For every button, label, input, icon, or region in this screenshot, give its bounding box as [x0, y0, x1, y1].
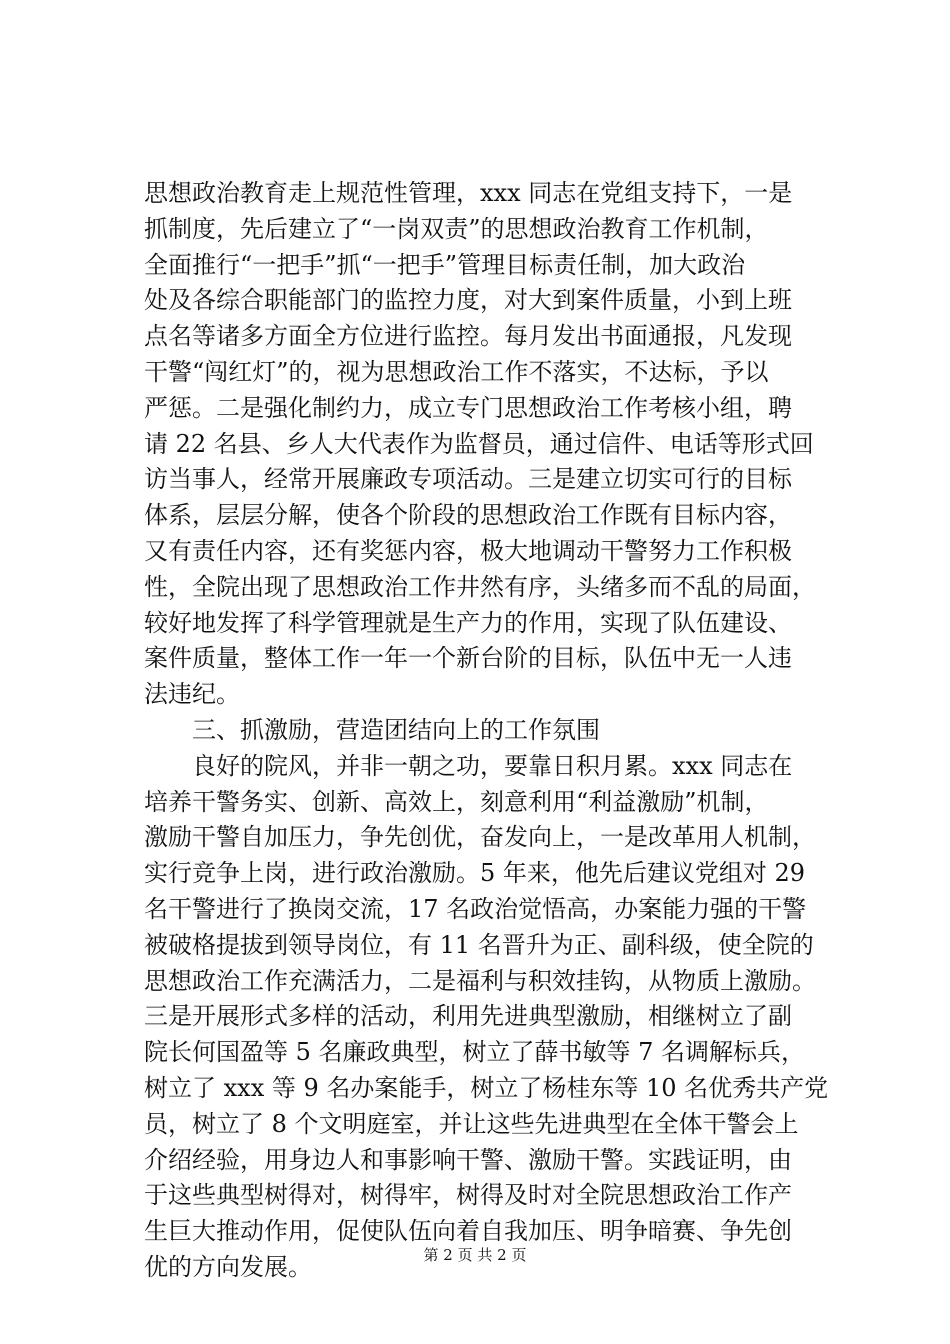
text-line: 实行竞争上岗，进行政治激励。5 年来，他先后建议党组对 29 — [144, 859, 806, 888]
text-line: 树立了 xxx 等 9 名办案能手，树立了杨桂东等 10 名优秀共产党 — [144, 1073, 829, 1102]
text-line: 优的方向发展。 — [144, 1252, 312, 1281]
text-line: 干警“闯红灯”的，视为思想政治工作不落实，不达标，予以 — [144, 357, 769, 386]
text-line: 较好地发挥了科学管理就是生产力的作用，实现了队伍建设、 — [144, 608, 792, 637]
text-line: 激励干警自加压力，争先创优，奋发向上，一是改革用人机制， — [144, 823, 816, 852]
text-line: 员，树立了 8 个文明庭室，并让这些先进典型在全体干警会上 — [144, 1109, 799, 1138]
text-line: 请 22 名县、乡人大代表作为监督员，通过信件、电话等形式回 — [144, 429, 814, 458]
text-line: 抓制度，先后建立了“一岗双责”的思想政治教育工作机制， — [144, 214, 769, 243]
text-line: 三、抓激励，营造团结向上的工作氛围 — [144, 715, 600, 744]
page-footer: 第 2 页 共 2 页 — [423, 1246, 527, 1264]
text-line: 严惩。二是强化制约力，成立专门思想政治工作考核小组，聘 — [144, 393, 792, 422]
text-line: 生巨大推动作用，促使队伍向着自我加压、明争暗赛、争先创 — [144, 1217, 792, 1246]
document-body — [144, 176, 834, 1286]
text-line: 三是开展形式多样的活动，利用先进典型激励，相继树立了副 — [144, 1002, 792, 1031]
text-line: 于这些典型树得对，树得牢，树得及时对全院思想政治工作产 — [144, 1181, 792, 1210]
text-line: 案件质量，整体工作一年一个新台阶的目标，队伍中无一人违 — [144, 644, 792, 673]
text-line: 良好的院风，并非一朝之功，要靠日积月累。xxx 同志在 — [144, 751, 793, 780]
text-line: 处及各综合职能部门的监控力度，对大到案件质量，小到上班 — [144, 286, 792, 315]
text-line: 法违纪。 — [144, 680, 240, 709]
text-line: 培养干警务实、创新、高效上，刻意利用“利益激励”机制， — [144, 787, 769, 816]
text-line: 思想政治教育走上规范性管理，xxx 同志在党组支持下，一是 — [144, 179, 793, 207]
text-line: 又有责任内容，还有奖惩内容，极大地调动干警努力工作积极 — [144, 536, 792, 565]
text-line: 思想政治工作充满活力，二是福利与积效挂钩，从物质上激励。 — [144, 966, 816, 995]
text-line: 性，全院出现了思想政治工作井然有序，头绪多而不乱的局面， — [144, 572, 816, 601]
text-line: 名干警进行了换岗交流，17 名政治觉悟高，办案能力强的干警 — [144, 894, 807, 923]
text-line: 全面推行“一把手”抓“一把手”管理目标责任制，加大政治 — [144, 250, 746, 279]
text-line: 被破格提拔到领导岗位，有 11 名晋升为正、副科级，使全院的 — [144, 930, 814, 959]
text-line: 介绍经验，用身边人和事影响干警、激励干警。实践证明，由 — [144, 1145, 792, 1174]
text-line: 院长何国盈等 5 名廉政典型，树立了薛书敏等 7 名调解标兵， — [144, 1038, 806, 1067]
text-line: 访当事人，经常开展廉政专项活动。三是建立切实可行的目标 — [144, 465, 792, 494]
text-line: 点名等诸多方面全方位进行监控。每月发出书面通报，凡发现 — [144, 322, 792, 351]
text-line: 体系，层层分解，使各个阶段的思想政治工作既有目标内容， — [144, 501, 792, 530]
